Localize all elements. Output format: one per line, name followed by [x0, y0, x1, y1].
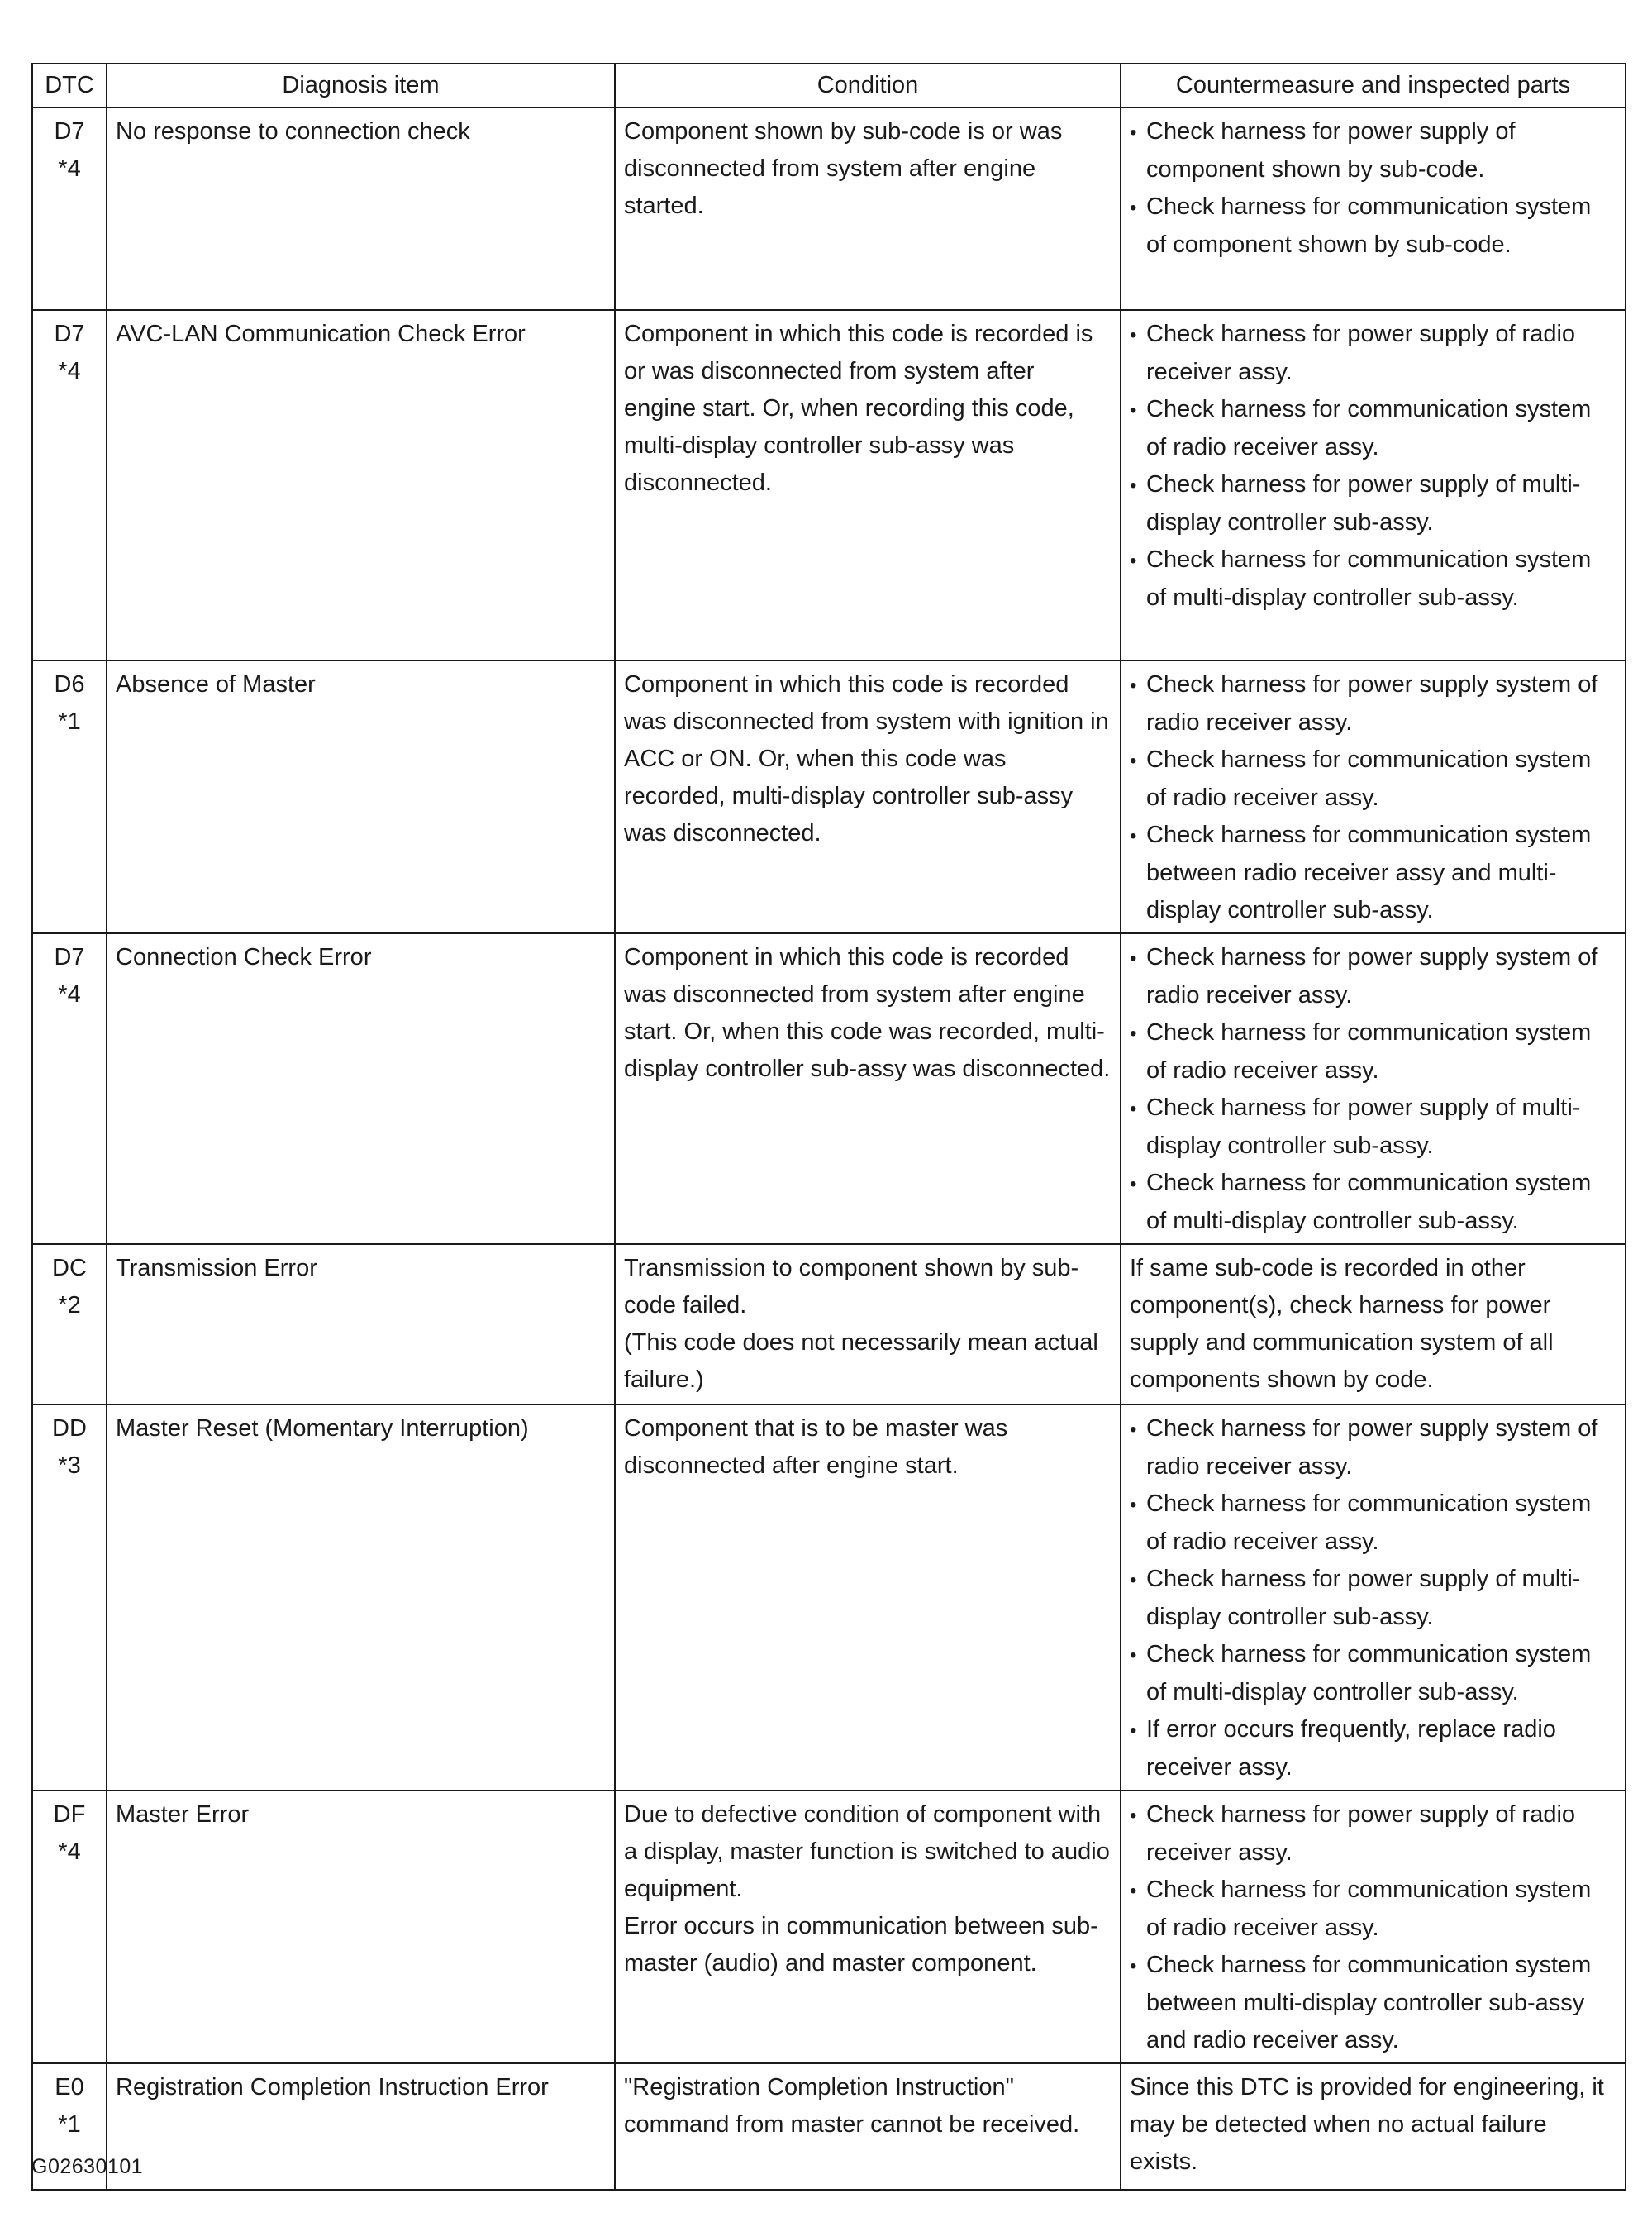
header-condition: Condition — [615, 64, 1121, 107]
table-row — [32, 1244, 1626, 1404]
condition-cell — [615, 107, 1121, 310]
dtc-code: DD — [52, 1415, 87, 1442]
table-row — [32, 310, 1626, 660]
condition-text: Transmission to component shown by sub-code failed. — [624, 1255, 1079, 1319]
condition-text: Component shown by sub-code is or was disconnected from system after engine started. — [624, 118, 1063, 219]
diagnosis-item-cell: No response to connection check — [107, 107, 615, 310]
countermeasure-cell — [1121, 2063, 1626, 2190]
dtc-note: *4 — [58, 1838, 81, 1865]
dtc-code: D7 — [54, 321, 85, 347]
countermeasure-cell — [1121, 660, 1626, 933]
dtc-note: *3 — [58, 1452, 81, 1479]
table-row — [32, 933, 1626, 1244]
countermeasure-bullet: • Check harness for communication system of radio receiver assy. — [1130, 1485, 1616, 1561]
diagnosis-item-cell: Master Reset (Momentary Interruption) — [107, 1404, 615, 1791]
countermeasure-cell — [1121, 1404, 1626, 1791]
countermeasure-bullet: • If error occurs frequently, replace radio receiver assy. — [1130, 1711, 1616, 1786]
dtc-code: DC — [52, 1255, 87, 1281]
countermeasure-bullet: • Check harness for power supply of radio receiver assy. — [1130, 1796, 1616, 1872]
table-row — [32, 1791, 1626, 2063]
diagnosis-item-cell: Absence of Master — [107, 660, 615, 933]
condition-cell — [615, 1791, 1121, 2063]
countermeasure-bullet: • Check harness for communication system between multi-display controller sub-assy and radio receiver assy. — [1130, 1947, 1616, 2059]
countermeasure-cell — [1121, 933, 1626, 1244]
dtc-cell — [32, 1244, 107, 1404]
header-diagnosis-item: Diagnosis item — [107, 64, 615, 107]
condition-text: Due to defective condition of component with a display, master function is switched to audio equipment. — [624, 1801, 1110, 1902]
condition-text: Component in which this code is recorded is or was disconnected from system after engine start. Or, when recording this code, multi-display controller sub-assy was disconnected. — [624, 321, 1093, 496]
dtc-note: *4 — [58, 358, 81, 384]
condition-text: "Registration Completion Instruction" command from master cannot be received. — [624, 2074, 1080, 2138]
countermeasure-bullet: • Check harness for power supply system of radio receiver assy. — [1130, 939, 1616, 1014]
dtc-note: *1 — [58, 2111, 81, 2138]
dtc-code: D6 — [54, 671, 85, 698]
countermeasure-bullet: • Check harness for communication system between radio receiver assy and multi-display controller sub-assy. — [1130, 817, 1616, 929]
table-row — [32, 107, 1626, 310]
condition-cell — [615, 310, 1121, 660]
countermeasure-text: Since this DTC is provided for engineering, it may be detected when no actual failure exists. — [1130, 2074, 1604, 2175]
countermeasure-bullet: • Check harness for power supply system of radio receiver assy. — [1130, 666, 1616, 742]
dtc-code: D7 — [54, 118, 85, 145]
countermeasure-cell — [1121, 310, 1626, 660]
condition-cell — [615, 933, 1121, 1244]
diagnosis-item-cell: Master Error — [107, 1791, 615, 2063]
countermeasure-bullet: • Check harness for communication system of component shown by sub-code. — [1130, 188, 1616, 264]
countermeasure-cell — [1121, 1244, 1626, 1404]
countermeasure-bullet: • Check harness for communication system of radio receiver assy. — [1130, 1872, 1616, 1947]
dtc-table — [31, 63, 1626, 2191]
dtc-cell — [32, 933, 107, 1244]
dtc-note: *4 — [58, 981, 81, 1008]
countermeasure-bullet: • Check harness for power supply of radio receiver assy. — [1130, 316, 1616, 391]
header-countermeasure: Countermeasure and inspected parts — [1121, 64, 1626, 107]
dtc-cell — [32, 107, 107, 310]
dtc-note: *1 — [58, 708, 81, 735]
header-row — [32, 64, 1626, 107]
condition-text: Component in which this code is recorded was disconnected from system with ignition in ACC or ON. Or, when this code was recorded, multi-display controller sub-assy was disconnected. — [624, 671, 1109, 846]
dtc-note: *2 — [58, 1292, 81, 1319]
countermeasure-bullet: • Check harness for communication system of multi-display controller sub-assy. — [1130, 541, 1616, 617]
table-body — [32, 107, 1626, 2190]
countermeasure-bullet: • Check harness for communication system of radio receiver assy. — [1130, 391, 1616, 466]
figure-id: G02630101 — [31, 2155, 144, 2178]
countermeasure-bullet: • Check harness for communication system of radio receiver assy. — [1130, 1014, 1616, 1090]
countermeasure-bullet: • Check harness for power supply system of radio receiver assy. — [1130, 1410, 1616, 1485]
diagnosis-item-cell: Registration Completion Instruction Error — [107, 2063, 615, 2190]
condition-cell — [615, 1244, 1121, 1404]
table-row — [32, 1404, 1626, 1791]
dtc-code: DF — [53, 1801, 86, 1828]
countermeasure-bullet: • Check harness for power supply of multi-display controller sub-assy. — [1130, 1561, 1616, 1636]
dtc-code: D7 — [54, 944, 85, 970]
countermeasure-bullet: • Check harness for power supply of component shown by sub-code. — [1130, 113, 1616, 188]
table-row — [32, 2063, 1626, 2190]
condition-text: Error occurs in communication between sub-master (audio) and master component. — [624, 1913, 1098, 1977]
dtc-cell — [32, 660, 107, 933]
diagnosis-item-cell: AVC-LAN Communication Check Error — [107, 310, 615, 660]
countermeasure-bullet: • Check harness for communication system of radio receiver assy. — [1130, 742, 1616, 817]
dtc-cell — [32, 1404, 107, 1791]
condition-cell — [615, 1404, 1121, 1791]
dtc-cell — [32, 310, 107, 660]
diagnosis-item-cell: Transmission Error — [107, 1244, 615, 1404]
condition-text: Component in which this code is recorded was disconnected from system after engine start. Or, when this code was recorded, multi-display controller sub-assy was disconnected. — [624, 944, 1111, 1082]
diagnosis-item-cell: Connection Check Error — [107, 933, 615, 1244]
countermeasure-bullet: • Check harness for power supply of multi-display controller sub-assy. — [1130, 466, 1616, 541]
table-row — [32, 660, 1626, 933]
condition-cell — [615, 2063, 1121, 2190]
countermeasure-text: If same sub-code is recorded in other component(s), check harness for power supply and communication system of all components shown by code. — [1130, 1255, 1554, 1393]
countermeasure-cell — [1121, 1791, 1626, 2063]
countermeasure-bullet: • Check harness for communication system of multi-display controller sub-assy. — [1130, 1165, 1616, 1240]
countermeasure-bullet: • Check harness for power supply of multi-display controller sub-assy. — [1130, 1090, 1616, 1165]
dtc-note: *4 — [58, 155, 81, 182]
condition-text: Component that is to be master was disconnected after engine start. — [624, 1415, 1008, 1479]
countermeasure-bullet: • Check harness for communication system of multi-display controller sub-assy. — [1130, 1636, 1616, 1711]
countermeasure-cell — [1121, 107, 1626, 310]
condition-text: (This code does not necessarily mean actual failure.) — [624, 1329, 1098, 1393]
condition-cell — [615, 660, 1121, 933]
dtc-code: E0 — [55, 2074, 84, 2101]
dtc-cell — [32, 1791, 107, 2063]
header-dtc: DTC — [32, 64, 107, 107]
